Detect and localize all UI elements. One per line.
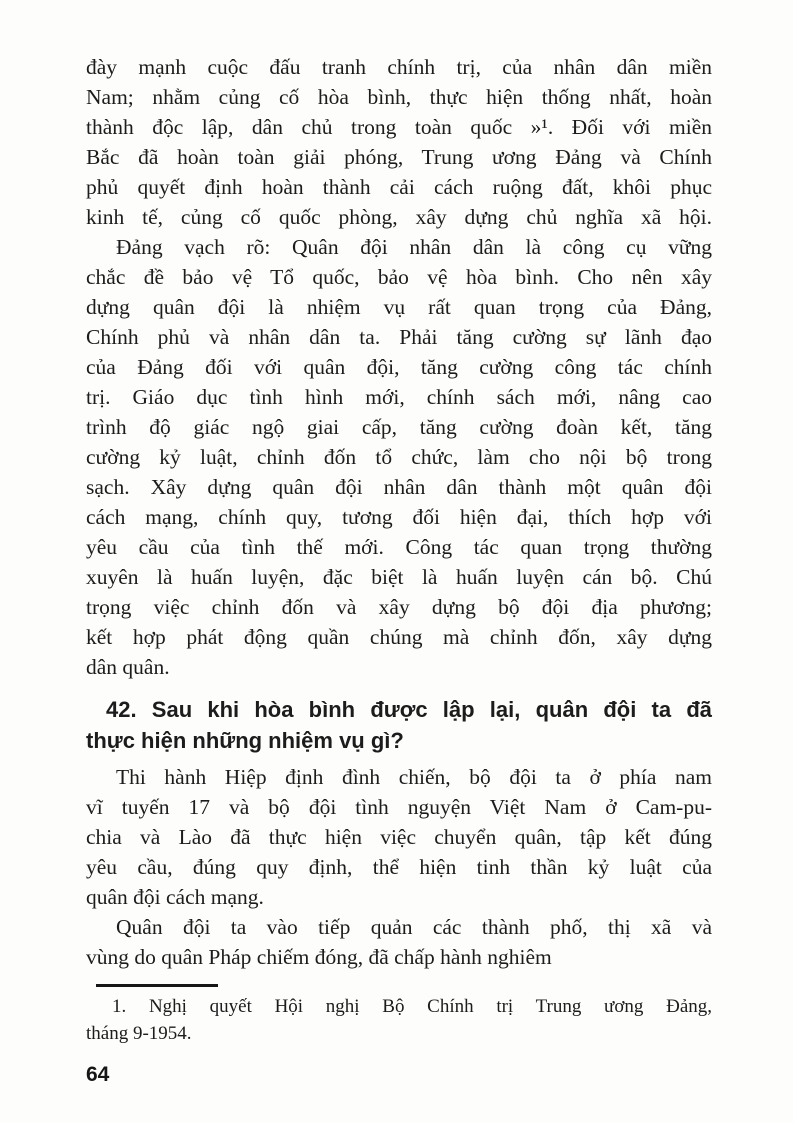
page-number: 64 xyxy=(86,1063,110,1086)
text-line: cường kỷ luật, chỉnh đốn tổ chức, làm cho nội bộ trong xyxy=(86,445,712,469)
text-line: 42. Sau khi hòa bình được lập lại, quân đội ta đã xyxy=(106,697,712,722)
text-line: dựng quân đội là nhiệm vụ rất quan trọng của Đảng, xyxy=(86,295,712,319)
text-line: quân đội cách mạng. xyxy=(86,885,264,909)
text-line: thực hiện những nhiệm vụ gì? xyxy=(86,728,404,753)
footnote-divider xyxy=(96,984,218,987)
paragraphs-container xyxy=(86,52,712,972)
footnote-line: 1. Nghị quyết Hội nghị Bộ Chính trị Trung ương Đảng, xyxy=(112,996,712,1017)
text-line: yêu cầu của tình thế mới. Công tác quan trọng thường xyxy=(86,535,712,559)
footnote-line: tháng 9-1954. xyxy=(86,1023,192,1044)
text-line: đày mạnh cuộc đấu tranh chính trị, của nhân dân miền xyxy=(86,55,712,79)
text-line: phủ quyết định hoàn thành cải cách ruộng đất, khôi phục xyxy=(86,175,712,199)
footnote xyxy=(86,993,712,1047)
text-line: chia và Lào đã thực hiện việc chuyển quân, tập kết đúng xyxy=(86,825,712,849)
text-line: kinh tế, củng cố quốc phòng, xây dựng chủ nghĩa xã hội. xyxy=(86,205,712,229)
text-line: Nam; nhằm củng cố hòa bình, thực hiện thống nhất, hoàn xyxy=(86,85,712,109)
text-line: Chính phủ và nhân dân ta. Phải tăng cường sự lãnh đạo xyxy=(86,325,712,349)
text-line: vùng do quân Pháp chiếm đóng, đã chấp hành nghiêm xyxy=(86,945,552,969)
paragraph xyxy=(86,762,712,912)
text-line: vĩ tuyến 17 và bộ đội tình nguyện Việt Nam ở Cam-pu- xyxy=(86,795,712,819)
text-line: yêu cầu, đúng quy định, thể hiện tinh thần kỷ luật của xyxy=(86,855,712,879)
paragraph xyxy=(86,912,712,972)
text-line: trình độ giác ngộ giai cấp, tăng cường đoàn kết, tăng xyxy=(86,415,712,439)
text-line: trọng việc chỉnh đốn và xây dựng bộ đội địa phương; xyxy=(86,595,712,619)
text-line: Thi hành Hiệp định đình chiến, bộ đội ta ở phía nam xyxy=(116,765,712,789)
text-block xyxy=(86,52,712,1087)
text-line: chắc đề bảo vệ Tổ quốc, bảo vệ hòa bình. Cho nên xây xyxy=(86,265,712,289)
paragraph xyxy=(86,52,712,232)
text-line: của Đảng đối với quân đội, tăng cường công tác chính xyxy=(86,355,712,379)
text-line: xuyên là huấn luyện, đặc biệt là huấn luyện cán bộ. Chú xyxy=(86,565,712,589)
text-line: thành độc lập, dân chủ trong toàn quốc »¹. Đối với miền xyxy=(86,115,712,139)
text-line: cách mạng, chính quy, tương đối hiện đại, thích hợp với xyxy=(86,505,712,529)
text-line: Đảng vạch rõ: Quân đội nhân dân là công cụ vững xyxy=(116,235,712,259)
paragraph xyxy=(86,232,712,682)
text-line: kết hợp phát động quần chúng mà chỉnh đốn, xây dựng xyxy=(86,625,712,649)
text-line: trị. Giáo dục tình hình mới, chính sách mới, nâng cao xyxy=(86,385,712,409)
text-line: sạch. Xây dựng quân đội nhân dân thành một quân đội xyxy=(86,475,712,499)
text-line: dân quân. xyxy=(86,655,170,679)
text-line: Bắc đã hoàn toàn giải phóng, Trung ương Đảng và Chính xyxy=(86,145,712,169)
question-heading xyxy=(86,694,712,756)
text-line: Quân đội ta vào tiếp quản các thành phố, thị xã và xyxy=(116,915,712,939)
